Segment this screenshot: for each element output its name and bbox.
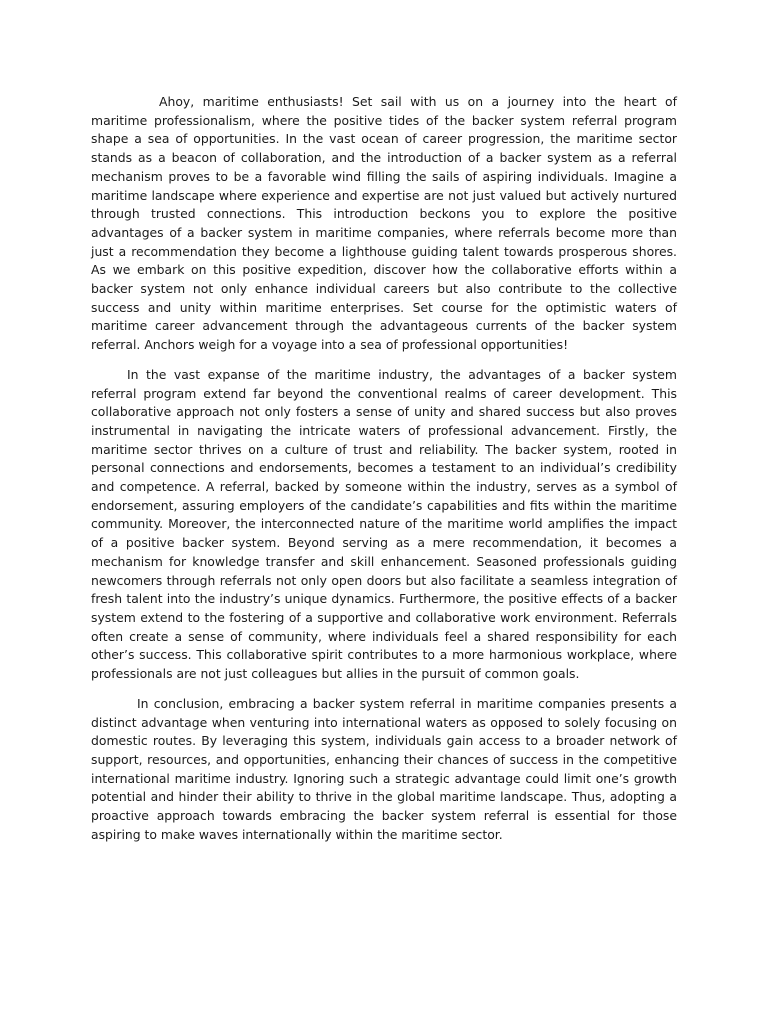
document-body — [91, 93, 677, 855]
paragraph-conclusion: In conclusion, embracing a backer system referral in maritime companies presents a distinct advantage when venturing into international waters as opposed to solely focusing on domestic routes. By leveraging this system, individuals gain access to a broader network of support, resources, and opportunities, enhancing their chances of success in the competitive international maritime industry. Ignoring such a strategic advantage could limit one’s growth potential and hinder their ability to thrive in the global maritime landscape. Thus, adopting a proactive approach towards embracing the backer system referral is essential for those aspiring to make waves internationally within the maritime sector. — [91, 695, 677, 842]
paragraph-introduction: Ahoy, maritime enthusiasts! Set sail with us on a journey into the heart of maritime professionalism, where the positive tides of the backer system referral program shape a sea of opportunities. In the vast ocean of career progression, the maritime sector stands as a beacon of collaboration, and the introduction of a backer system as a referral mechanism proves to be a favorable wind filling the sails of aspiring individuals. Imagine a maritime landscape where experience and expertise are not just valued but actively nurtured through trusted connections. This introduction beckons you to explore the positive advantages of a backer system in maritime companies, where referrals become more than just a recommendation they become a lighthouse guiding talent towards prosperous shores. As we embark on this positive expedition, discover how the collaborative efforts within a backer system not only enhance individual careers but also contribute to the collective success and unity within maritime enterprises. Set course for the optimistic waters of maritime career advancement through the advantageous currents of the backer system referral. Anchors weigh for a voyage into a sea of professional opportunities! — [91, 94, 677, 353]
paragraph-body: In the vast expanse of the maritime industry, the advantages of a backer system referral program extend far beyond the conventional realms of career development. This collaborative approach not only fosters a sense of unity and shared success but also proves instrumental in navigating the intricate waters of professional advancement. Firstly, the maritime sector thrives on a culture of trust and reliability. The backer system, rooted in personal connections and endorsements, becomes a testament to an individual’s credibility and competence. A referral, backed by someone within the industry, serves as a symbol of endorsement, assuring employers of the candidate’s capabilities and fits within the maritime community. Moreover, the interconnected nature of the maritime world amplifies the impact of a positive backer system. Beyond serving as a mere recommendation, it becomes a mechanism for knowledge transfer and skill enhancement. Seasoned professionals guiding newcomers through referrals not only open doors but also facilitate a seamless integration of fresh talent into the industry’s unique dynamics. Furthermore, the positive effects of a backer system extend to the fostering of a supportive and collaborative work environment. Referrals often create a sense of community, where individuals feel a shared responsibility for each other’s success. This collaborative spirit contributes to a more harmonious workplace, where professionals are not just colleagues but allies in the pursuit of common goals. — [91, 366, 677, 682]
